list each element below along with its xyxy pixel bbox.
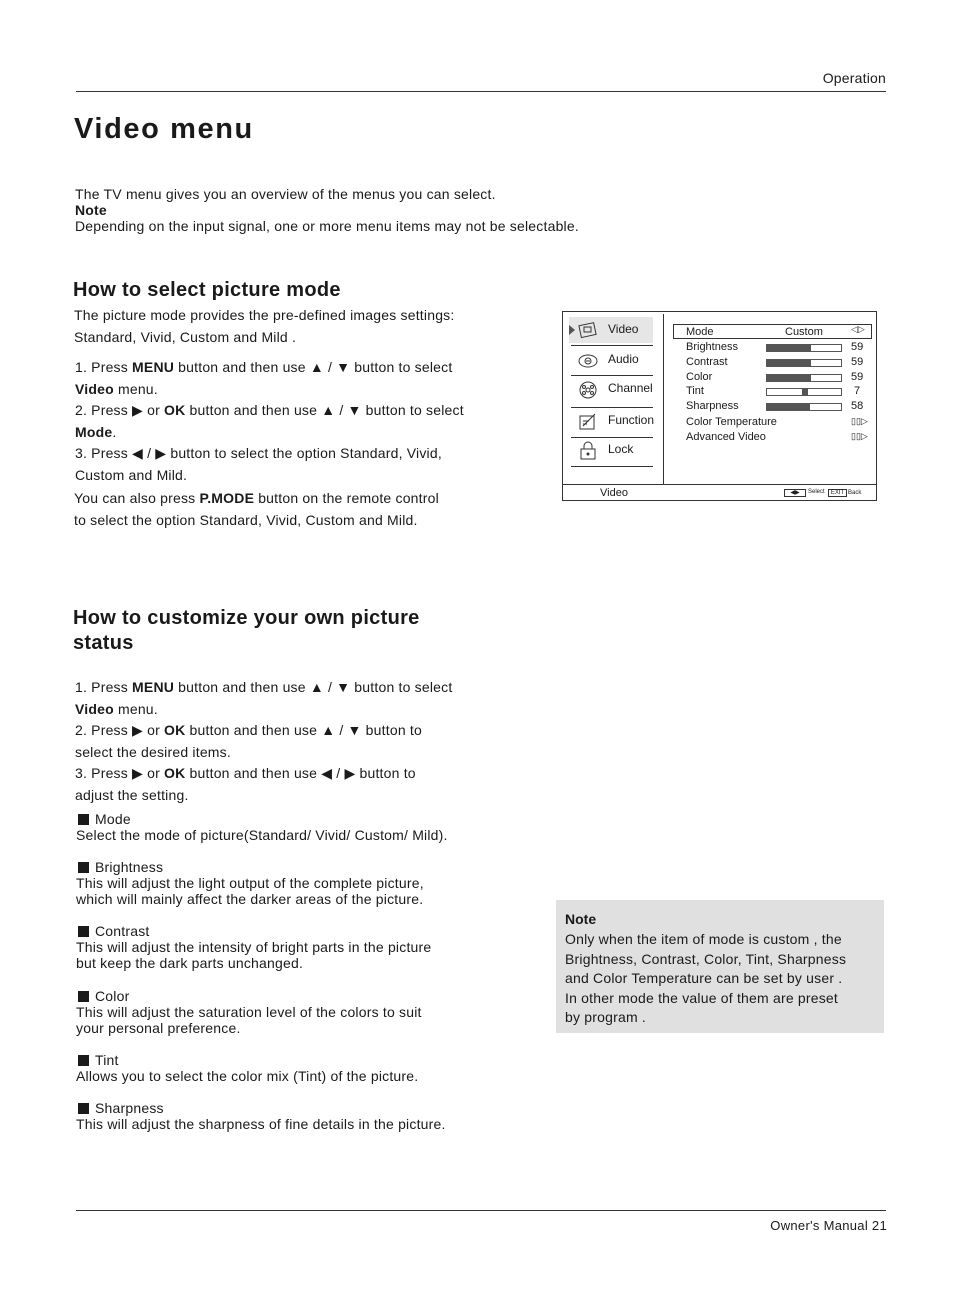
page-title: Video menu	[74, 113, 254, 145]
item-desc-line: This will adjust the saturation level of the colors to suit	[76, 1004, 422, 1020]
item-desc-line: but keep the dark parts unchanged.	[76, 955, 304, 971]
param-label[interactable]: Brightness	[686, 341, 738, 353]
item-desc-line: Allows you to select the color mix (Tint) of the picture.	[76, 1068, 419, 1084]
slider-knob	[802, 389, 808, 395]
menu-separator	[571, 466, 653, 467]
slider-fill	[767, 375, 811, 381]
advanced-video-label[interactable]: Advanced Video	[686, 431, 766, 443]
menu-item-label: Channel	[608, 381, 653, 395]
menu-separator	[571, 375, 653, 376]
menu-separator	[571, 407, 653, 408]
select-step-1: 1. Press MENU button and then use ▲ / ▼ button to select	[75, 359, 453, 375]
param-value: 59	[851, 341, 864, 353]
customize-heading	[73, 606, 420, 656]
customize-steps	[75, 677, 545, 806]
param-label[interactable]: Sharpness	[686, 400, 739, 412]
param-label[interactable]: Color	[686, 371, 713, 383]
bullet-square-icon	[78, 862, 89, 873]
slider-fill	[767, 345, 811, 351]
select-step-1b: Video menu.	[75, 380, 158, 397]
param-value: 59	[851, 356, 864, 368]
intro-line-1: The TV menu gives you an overview of the menus you can select.	[75, 186, 496, 202]
header-rule	[76, 91, 886, 92]
item-heading	[76, 1100, 546, 1116]
customize-step-1: 1. Press MENU button and then use ▲ / ▼ button to select	[75, 679, 453, 695]
item-desc-line: This will adjust the intensity of bright parts in the picture	[76, 939, 432, 955]
menu-item-label: Function	[608, 413, 655, 427]
param-label[interactable]: Tint	[686, 385, 704, 397]
item-name: Tint	[95, 1052, 119, 1068]
item-description	[76, 923, 546, 971]
footer-page-label: Owner's Manual 21	[770, 1218, 887, 1233]
select-step-2b: Mode.	[75, 423, 117, 440]
footer-rule	[76, 1210, 886, 1211]
item-heading	[76, 1052, 546, 1068]
item-name: Contrast	[95, 923, 150, 939]
menu-separator	[571, 345, 653, 346]
menu-item-audio[interactable]	[569, 348, 653, 375]
param-slider[interactable]	[766, 374, 842, 382]
lock-icon	[577, 441, 599, 461]
function-icon	[577, 412, 599, 432]
intro-note-label: Note	[75, 202, 107, 218]
select-mode-steps	[75, 357, 545, 486]
customize-step-2b: select the desired items.	[75, 743, 231, 760]
item-heading	[76, 811, 546, 827]
item-name: Brightness	[95, 859, 164, 875]
menu-item-video[interactable]	[569, 318, 653, 345]
item-description	[76, 1100, 546, 1132]
bullet-square-icon	[78, 1055, 89, 1066]
note-line: and Color Temperature can be set by user .	[565, 970, 843, 986]
footer-select-label: Select	[808, 489, 825, 495]
audio-icon	[577, 351, 599, 371]
item-description	[76, 988, 546, 1036]
menu-item-lock[interactable]	[569, 438, 653, 465]
item-desc-line: This will adjust the sharpness of fine details in the picture.	[76, 1116, 446, 1132]
slider-fill	[767, 404, 810, 410]
customize-heading-line-1: How to customize your own picture	[73, 607, 420, 629]
pmode-line-2: to select the option Standard, Vivid, Custom and Mild.	[74, 511, 418, 528]
select-mode-heading: How to select picture mode	[73, 279, 341, 301]
item-desc-line: which will mainly affect the darker areas of the picture.	[76, 891, 424, 907]
param-value: 59	[851, 371, 864, 383]
bullet-square-icon	[78, 991, 89, 1002]
menu-item-label: Lock	[608, 442, 634, 456]
channel-icon	[577, 380, 599, 400]
note-text	[565, 930, 846, 1028]
item-description	[76, 1052, 546, 1084]
customize-heading-line-2: status	[73, 632, 134, 654]
item-desc-line: This will adjust the light output of the complete picture,	[76, 875, 424, 891]
item-heading	[76, 923, 546, 939]
item-desc-line: Select the mode of picture(Standard/ Vivid/ Custom/ Mild).	[76, 827, 448, 843]
note-line: Only when the item of mode is custom , the	[565, 931, 842, 947]
menu-item-function[interactable]	[569, 409, 653, 436]
item-description	[76, 811, 546, 843]
item-name: Sharpness	[95, 1100, 164, 1116]
exit-key-icon: EXIT	[828, 489, 847, 497]
param-slider[interactable]	[766, 359, 842, 367]
menu-item-label: Audio	[608, 352, 639, 366]
select-mode-intro-line-2: Standard, Vivid, Custom and Mild .	[74, 328, 297, 345]
submenu-arrow-icon: ▯▯▷	[851, 431, 868, 441]
left-right-arrows-icon: ◁▷	[851, 324, 865, 334]
param-label[interactable]: Contrast	[686, 356, 728, 368]
tv-menu-screenshot	[562, 311, 877, 501]
customize-step-2: 2. Press ▶ or OK button and then use ▲ / ▼ button to	[75, 722, 422, 738]
color-temperature-label[interactable]: Color Temperature	[686, 416, 777, 428]
note-box	[556, 900, 884, 1033]
slider-fill	[767, 360, 811, 366]
submenu-arrow-icon: ▯▯▷	[851, 416, 868, 426]
param-value: 7	[854, 385, 861, 397]
select-mode-intro-line-1: The picture mode provides the pre-defined images settings:	[74, 307, 455, 323]
mode-value: Custom	[785, 326, 823, 338]
note-line: by program .	[565, 1009, 646, 1025]
customize-step-3: 3. Press ▶ or OK button and then use ◀ / ▶ button to	[75, 765, 416, 781]
param-slider[interactable]	[766, 344, 842, 352]
customize-step-3b: adjust the setting.	[75, 786, 189, 803]
item-name: Color	[95, 988, 130, 1004]
note-line: Brightness, Contrast, Color, Tint, Sharpness	[565, 950, 847, 967]
arrow-keys-icon: ◀▶	[784, 489, 806, 497]
footer-back-label: Back	[848, 490, 862, 496]
item-description	[76, 859, 546, 907]
param-slider[interactable]	[766, 388, 842, 396]
bullet-square-icon	[78, 926, 89, 937]
select-step-3: 3. Press ◀ / ▶ button to select the option Standard, Vivid,	[75, 445, 442, 461]
param-slider[interactable]	[766, 403, 842, 411]
menu-column-divider	[663, 314, 664, 484]
menu-footer-rule	[563, 484, 876, 485]
intro-line-2: Depending on the input signal, one or more menu items may not be selectable.	[75, 218, 579, 234]
menu-item-label: Video	[608, 322, 639, 336]
item-desc-line: your personal preference.	[76, 1020, 241, 1036]
menu-item-channel[interactable]	[569, 377, 653, 404]
bullet-square-icon	[78, 814, 89, 825]
select-mode-intro	[74, 305, 544, 348]
customize-step-1b: Video menu.	[75, 700, 158, 717]
item-heading	[76, 988, 546, 1004]
bullet-square-icon	[78, 1103, 89, 1114]
section-label: Operation	[822, 70, 886, 86]
video-icon	[577, 321, 599, 341]
param-value: 58	[851, 400, 864, 412]
item-name: Mode	[95, 811, 131, 827]
pmode-paragraph	[74, 488, 544, 531]
item-heading	[76, 859, 546, 875]
footer-menu-name: Video	[600, 487, 628, 499]
note-label: Note	[565, 911, 597, 927]
note-line: In other mode the value of them are preset	[565, 989, 838, 1006]
select-step-2: 2. Press ▶ or OK button and then use ▲ / ▼ button to select	[75, 402, 464, 418]
select-step-3b: Custom and Mild.	[75, 466, 188, 483]
mode-label: Mode	[686, 326, 714, 338]
pmode-line-1: You can also press P.MODE button on the remote control	[74, 490, 439, 506]
